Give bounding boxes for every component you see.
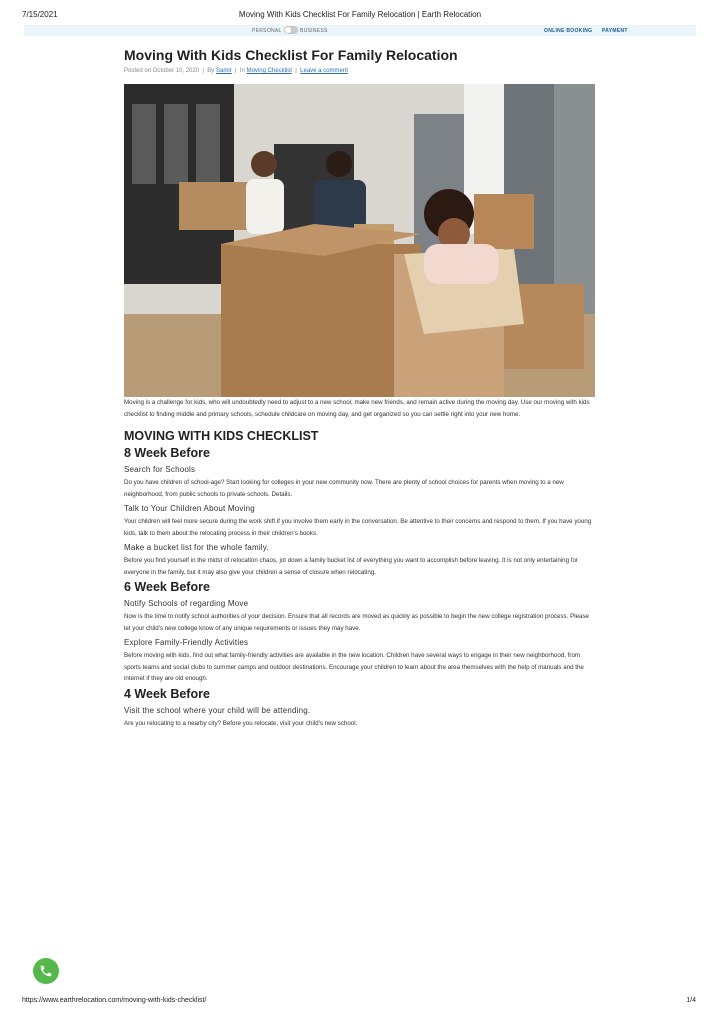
toggle-label-personal: PERSONAL: [252, 28, 282, 34]
print-header: [0, 10, 720, 24]
leave-comment-link[interactable]: Leave a comment: [300, 68, 348, 74]
post-meta: Posted on October 10, 2020 | By Samir | In Moving Checklist | Leave a comment: [124, 68, 348, 74]
in-label: In: [239, 68, 245, 74]
item-title: Search for Schools: [124, 465, 196, 474]
item-title: Visit the school where your child will be attending.: [124, 705, 311, 715]
print-url: https://www.earthrelocation.com/moving-with-kids-checklist/: [22, 997, 207, 1004]
page-number: 1/4: [686, 997, 696, 1004]
checklist-heading: MOVING WITH KIDS CHECKLIST: [124, 429, 319, 443]
item-title: Explore Family-Friendly Activities: [124, 638, 249, 647]
nav-online-booking[interactable]: ONLINE BOOKING: [544, 28, 593, 34]
by-label: By: [207, 68, 215, 74]
post-date: Posted on October 10, 2020: [124, 68, 200, 74]
phone-icon: [39, 964, 53, 978]
item-text: Before moving with kids, find out what family-friendly activities are available in the new location. Children have several ways to engage in their new neighborhood, from sports teams and social clubs to summer camps and outdoor destinations. Encourage your children to learn about the area themselves with the help of manuals and the internet if they are old enough.: [124, 652, 584, 682]
call-button[interactable]: [33, 958, 59, 984]
item-text: Do you have children of school-age? Start looking for colleges in your new community now. There are plenty of school choices for parents when moving to a new neighborhood, from public schools to private schools. Details.: [124, 479, 564, 498]
article-title: Moving With Kids Checklist For Family Relocation: [124, 47, 458, 63]
hero-image: [124, 84, 595, 397]
item-text: Now is the time to notify school authorities of your decision. Ensure that all records are moved as quickly as possible to begin the new college registration process. Please let your child's new college know of any unique requirements or issues they may have.: [124, 613, 589, 632]
item-title: Notify Schools of regarding Move: [124, 599, 249, 608]
top-bar: [24, 25, 696, 36]
article: [124, 46, 596, 729]
toggle-switch[interactable]: [284, 26, 298, 34]
author-link[interactable]: Samir: [215, 68, 232, 74]
week-4-heading: 4 Week Before: [124, 686, 210, 701]
hero-illustration: [124, 84, 595, 397]
week-8-heading: 8 Week Before: [124, 446, 210, 460]
category-link[interactable]: Moving Checklist: [246, 68, 292, 74]
item-text: Before you find yourself in the midst of relocation chaos, jot down a family bucket list of everything you want to accomplish before leaving. It is not only entertaining for everyone in the family, but it may also give your children a sense of closure when relocating.: [124, 557, 578, 576]
item-text: Are you relocating to a nearby city? Before you relocate, visit your child's new school.: [124, 719, 358, 727]
intro-paragraph: Moving is a challenge for kids, who will undoubtedly need to adjust to a new school, make new friends, and remain active during the moving day. Use our moving with kids checklist to finding middle and primary schools, schedule childcare on moving day, and get organized so you can settle right into your new home.: [124, 399, 590, 418]
print-date: 7/15/2021: [22, 10, 58, 19]
print-page-title: Moving With Kids Checklist For Family Relocation | Earth Relocation: [238, 10, 482, 19]
toggle-knob: [285, 27, 291, 33]
nav-payment[interactable]: PAYMENT: [602, 28, 628, 34]
week-6-heading: 6 Week Before: [124, 580, 210, 594]
toggle-label-business: BUSINESS: [300, 28, 328, 34]
item-title: Talk to Your Children About Moving: [124, 504, 255, 513]
item-text: Your children will feel more secure during the work shift if you involve them early in the conversation. Be attentive to their concerns and respond to them. If you have young kids, talk to them about the relocating process in their children's books.: [124, 518, 592, 537]
item-title: Make a bucket list for the whole family.: [124, 543, 269, 552]
